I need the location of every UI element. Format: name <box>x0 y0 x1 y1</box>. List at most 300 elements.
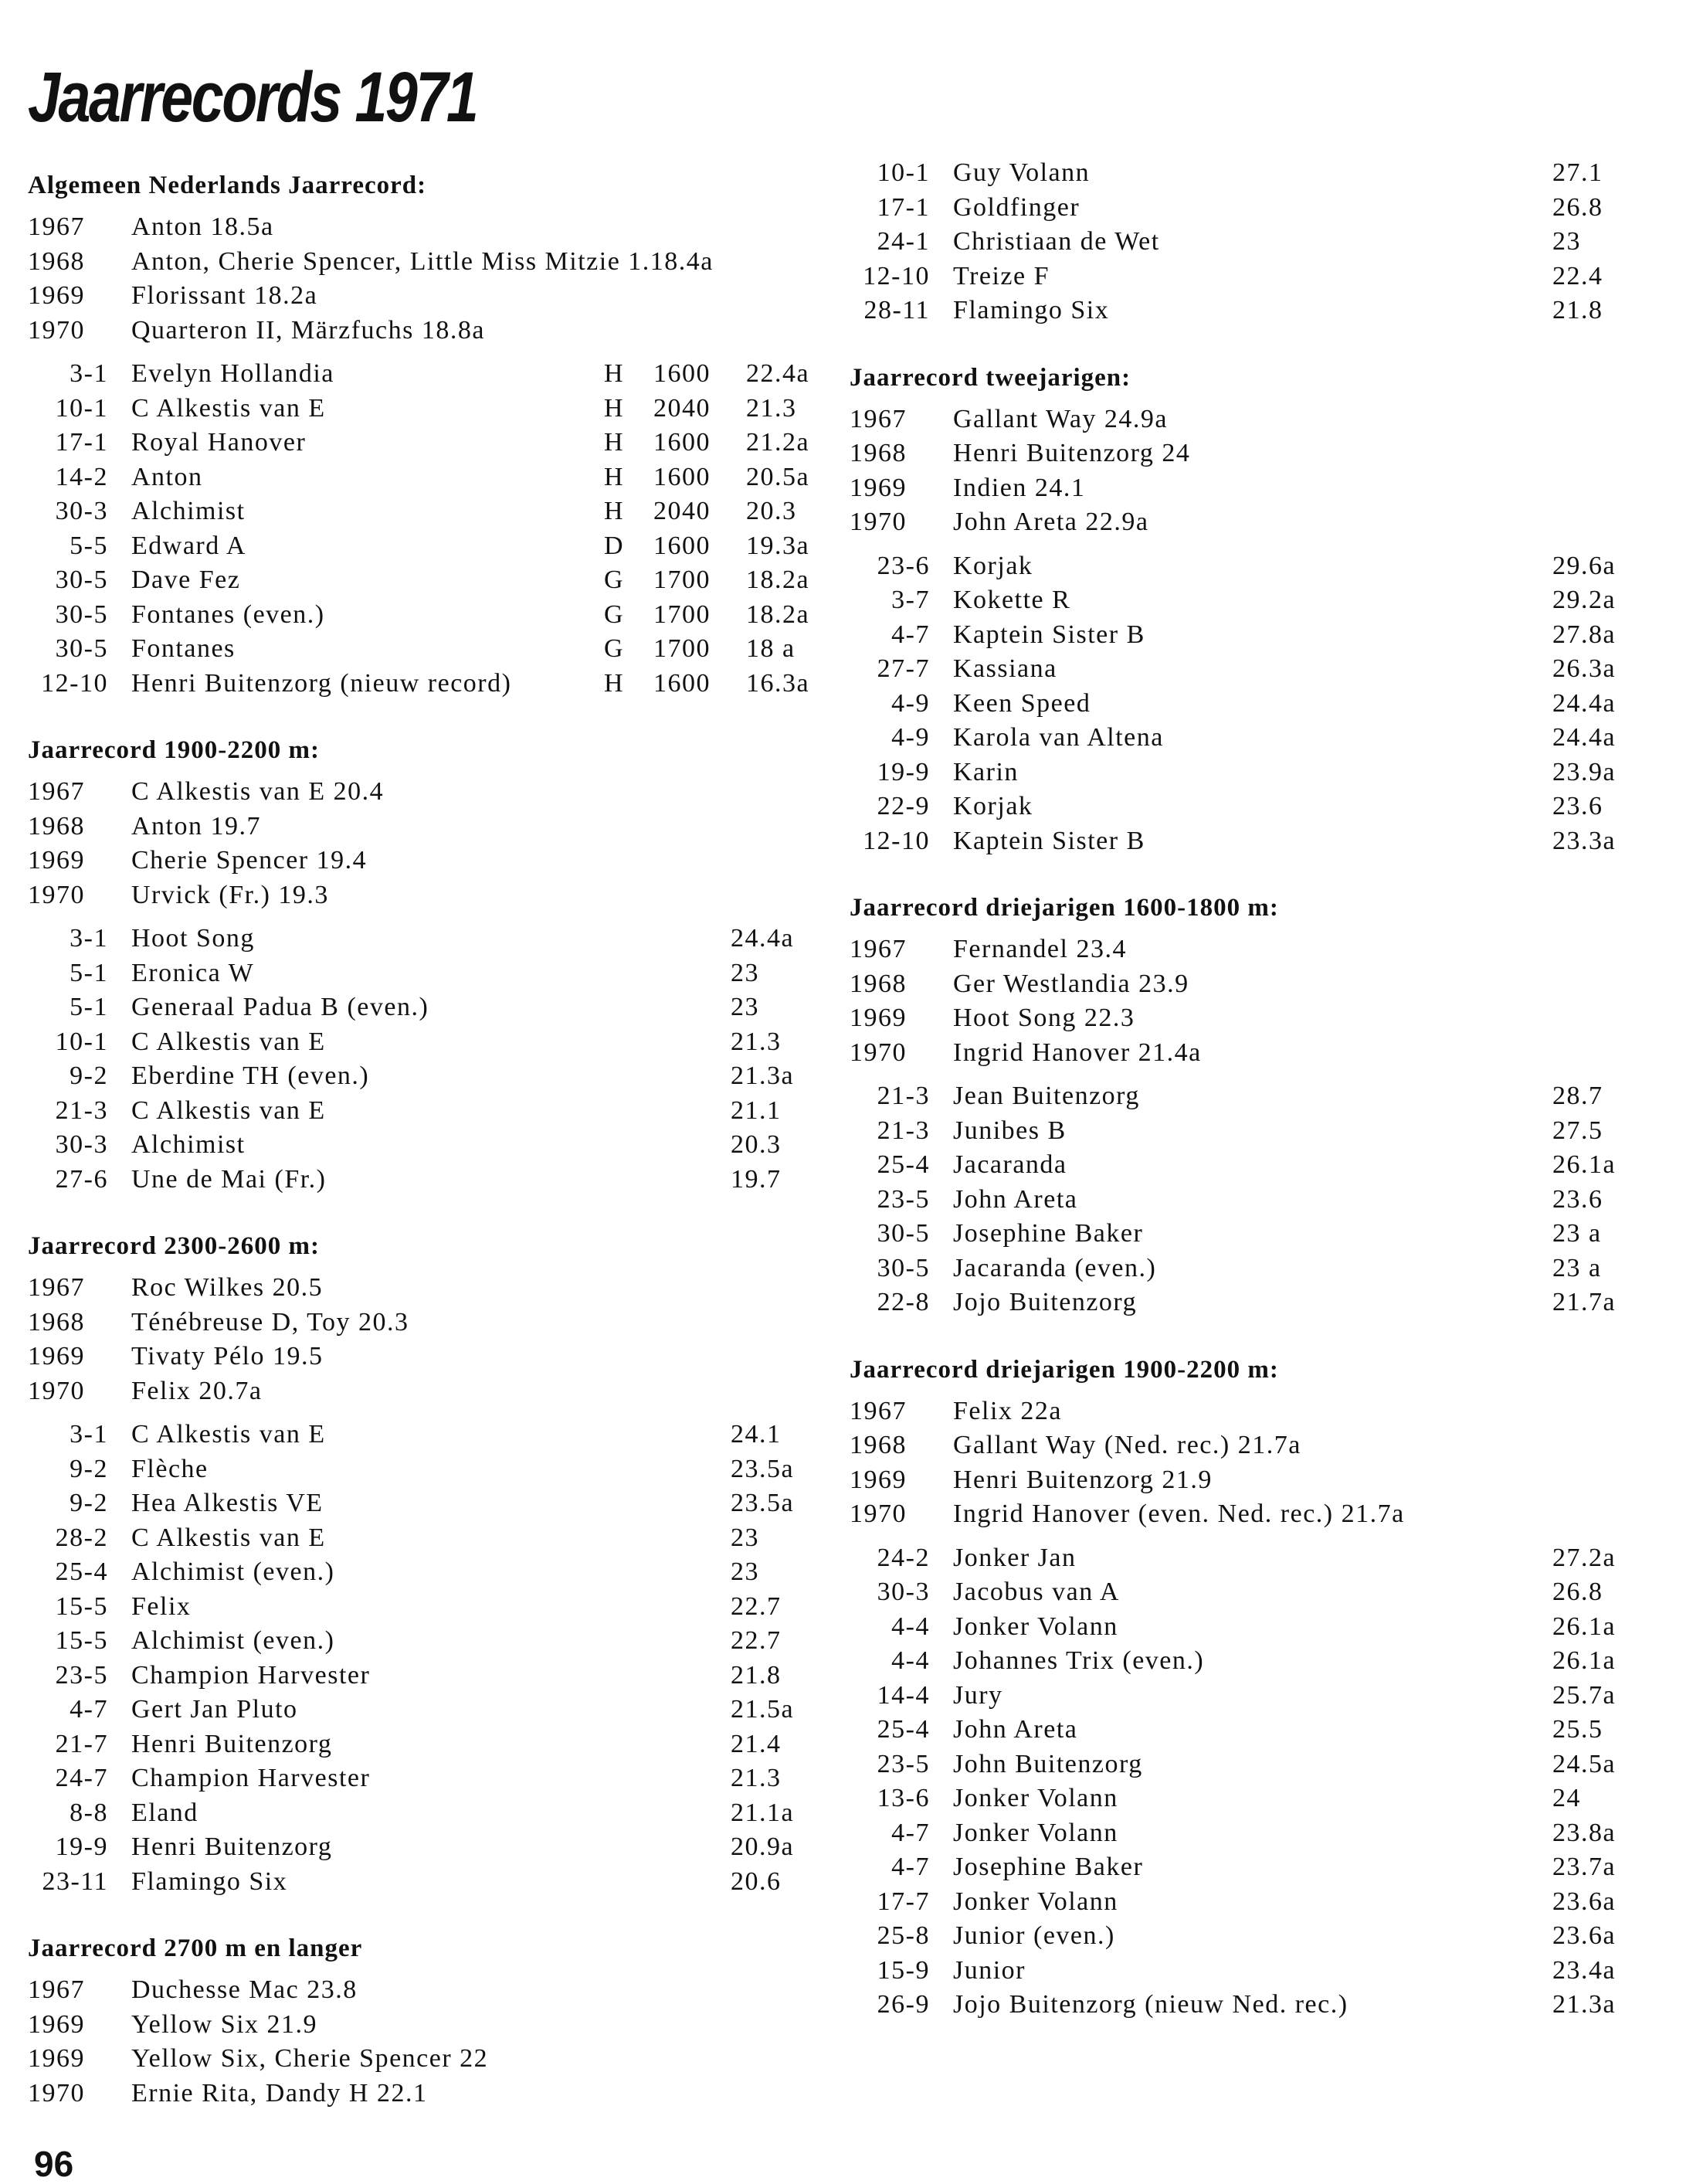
record-time: 20.3 <box>731 1130 782 1159</box>
history-year: 1968 <box>28 1307 85 1337</box>
history-list <box>28 1973 823 2111</box>
record-time: 23.6a <box>1552 1887 1616 1916</box>
history-row <box>850 1497 1645 1532</box>
history-year: 1968 <box>850 1431 907 1459</box>
record-time: 27.5 <box>1552 1116 1603 1145</box>
record-distance: 1700 <box>653 634 711 663</box>
record-distance: 1700 <box>653 599 711 629</box>
record-time: 25.5 <box>1552 1715 1603 1744</box>
record-time: 20.3 <box>746 497 797 525</box>
record-row <box>850 1816 1645 1851</box>
record-distance: 1700 <box>653 566 711 594</box>
history-year: 1969 <box>28 846 85 875</box>
page-title: Jaarrecords 1971 <box>28 58 477 137</box>
history-year: 1967 <box>28 777 85 806</box>
record-time: 20.5a <box>746 462 810 491</box>
record-row <box>28 494 823 529</box>
record-time: 24.4a <box>1552 688 1616 718</box>
record-section <box>28 733 823 1197</box>
record-date: 25-4 <box>877 1715 930 1744</box>
record-horse: Alchimist (even.) <box>131 1557 335 1586</box>
record-horse: C Alkestis van E <box>131 393 326 423</box>
record-time: 21.7a <box>1552 1288 1616 1316</box>
record-time: 21.8 <box>1552 296 1603 324</box>
history-list <box>850 932 1645 1070</box>
record-horse: Karin <box>953 757 1019 786</box>
record-row <box>28 1555 823 1590</box>
record-time: 23.7a <box>1552 1853 1616 1881</box>
record-row <box>28 1163 823 1197</box>
left-column <box>28 168 823 2143</box>
record-date: 10-1 <box>877 158 930 187</box>
history-row <box>28 2008 823 2043</box>
history-row <box>28 314 823 348</box>
record-time: 22.4 <box>1552 261 1603 290</box>
record-date: 30-5 <box>877 1253 930 1282</box>
history-text: Anton 18.5a <box>131 212 274 241</box>
record-time: 23.5a <box>731 1489 795 1517</box>
record-row <box>850 1679 1645 1714</box>
record-time: 21.1a <box>731 1798 795 1827</box>
record-time: 24.4a <box>731 924 795 953</box>
record-row <box>850 1252 1645 1286</box>
section-title: Jaarrecord 2700 m en langer <box>28 1934 363 1962</box>
history-text: Gallant Way (Ned. rec.) 21.7a <box>953 1431 1301 1459</box>
record-row <box>850 1782 1645 1816</box>
record-time: 29.6a <box>1552 551 1616 580</box>
record-horse: Generaal Padua B (even.) <box>131 993 429 1021</box>
record-date: 30-5 <box>55 634 108 663</box>
history-row <box>28 810 823 844</box>
history-year: 1969 <box>28 2044 85 2073</box>
record-row <box>850 721 1645 756</box>
history-row <box>28 245 823 280</box>
record-time: 24.1 <box>731 1420 782 1449</box>
history-text: Duchesse Mac 23.8 <box>131 1975 358 2004</box>
record-horse: Kaptein Sister B <box>953 826 1145 855</box>
record-time: 28.7 <box>1552 1082 1603 1110</box>
record-horse: Treize F <box>953 261 1050 290</box>
history-year: 1969 <box>28 1342 85 1371</box>
history-year: 1970 <box>850 1038 907 1067</box>
history-row <box>28 1306 823 1340</box>
record-horse: Junior (even.) <box>953 1921 1115 1950</box>
record-horse: Kassiana <box>953 654 1057 683</box>
history-row <box>28 1340 823 1374</box>
record-distance: 1600 <box>653 462 711 491</box>
history-text: C Alkestis van E 20.4 <box>131 777 385 806</box>
history-row <box>850 505 1645 540</box>
record-horse: Kaptein Sister B <box>953 620 1145 649</box>
history-year: 1968 <box>28 811 85 841</box>
record-date: 15-5 <box>55 1591 108 1621</box>
record-time: 21.1 <box>731 1095 782 1125</box>
record-time: 27.1 <box>1552 158 1603 187</box>
history-list <box>28 210 823 348</box>
history-text: Anton 19.7 <box>131 811 261 841</box>
record-horse: Edward A <box>131 531 246 560</box>
record-date: 21-3 <box>877 1082 930 1110</box>
record-row <box>28 667 823 701</box>
history-year: 1970 <box>28 315 85 345</box>
history-text: Quarteron II, Märzfuchs 18.8a <box>131 315 485 345</box>
record-horse: C Alkestis van E <box>131 1420 326 1449</box>
history-text: Ger Westlandia 23.9 <box>953 969 1189 998</box>
record-horse: Fontanes (even.) <box>131 599 325 629</box>
record-horse: John Buitenzorg <box>953 1749 1143 1778</box>
record-horse: Josephine Baker <box>953 1853 1144 1881</box>
record-time: 23 <box>731 993 759 1021</box>
record-horse: Henri Buitenzorg (nieuw record) <box>131 668 512 698</box>
record-horse: Korjak <box>953 551 1033 580</box>
record-horse: Champion Harvester <box>131 1764 371 1792</box>
record-date: 9-2 <box>70 1454 108 1483</box>
record-date: 30-5 <box>55 566 108 594</box>
history-list <box>850 1394 1645 1532</box>
record-date: 13-6 <box>877 1784 930 1812</box>
record-time: 21.3a <box>1552 1990 1616 2019</box>
record-time: 23.6 <box>1552 792 1603 820</box>
record-date: 4-4 <box>891 1612 930 1641</box>
history-text: Florissant 18.2a <box>131 281 318 310</box>
record-row <box>850 583 1645 618</box>
record-time: 23 <box>731 1557 759 1586</box>
record-time: 21.2a <box>746 428 810 457</box>
record-horse: C Alkestis van E <box>131 1027 326 1056</box>
history-text: Felix 20.7a <box>131 1376 263 1405</box>
record-date: 10-1 <box>55 1027 108 1056</box>
record-row <box>850 687 1645 722</box>
record-row <box>850 756 1645 790</box>
record-date: 5-1 <box>70 958 108 987</box>
record-horse: Une de Mai (Fr.) <box>131 1164 327 1194</box>
history-row <box>850 1394 1645 1429</box>
record-time: 22.7 <box>731 1626 782 1655</box>
record-time: 24.5a <box>1552 1749 1616 1778</box>
history-text: Tivaty Pélo 19.5 <box>131 1342 324 1371</box>
record-horse: Josephine Baker <box>953 1219 1144 1248</box>
record-time: 21.3 <box>731 1764 782 1792</box>
history-row <box>850 402 1645 437</box>
record-track: H <box>604 668 625 698</box>
record-date: 4-7 <box>891 1818 930 1847</box>
record-date: 12-10 <box>863 826 930 855</box>
continued-records <box>850 156 1645 328</box>
record-horse: Royal Hanover <box>131 428 307 457</box>
record-section <box>850 891 1645 1320</box>
history-row <box>28 878 823 913</box>
record-time: 23.5a <box>731 1454 795 1483</box>
record-section <box>850 1353 1645 2023</box>
section-title: Jaarrecord tweejarigen: <box>850 363 1131 392</box>
record-horse: Anton <box>131 462 203 491</box>
record-time: 23 a <box>1552 1253 1602 1282</box>
record-horse: Flèche <box>131 1454 209 1483</box>
section-title: Jaarrecord driejarigen 1600-1800 m: <box>850 894 1279 922</box>
record-horse: Karola van Altena <box>953 723 1164 752</box>
record-horse: Felix <box>131 1591 192 1621</box>
history-row <box>850 1036 1645 1071</box>
record-row <box>28 956 823 991</box>
record-date: 23-5 <box>55 1660 108 1690</box>
history-row <box>28 1374 823 1409</box>
record-horse: Eronica W <box>131 958 255 987</box>
right-column <box>850 156 1645 2055</box>
record-time: 18.2a <box>746 599 810 629</box>
record-horse: Eberdine TH (even.) <box>131 1061 370 1090</box>
record-horse: C Alkestis van E <box>131 1095 326 1125</box>
record-date: 15-5 <box>55 1626 108 1655</box>
record-row <box>850 1079 1645 1114</box>
history-row <box>850 436 1645 471</box>
record-time: 23.8a <box>1552 1818 1616 1847</box>
history-year: 1969 <box>850 1465 907 1494</box>
record-row <box>28 1693 823 1727</box>
record-horse: Korjak <box>953 792 1033 820</box>
record-date: 27-7 <box>877 654 930 683</box>
record-row <box>850 294 1645 328</box>
record-date: 9-2 <box>70 1061 108 1090</box>
record-horse: Eland <box>131 1798 198 1827</box>
record-horse: Jonker Volann <box>953 1887 1118 1916</box>
record-track: G <box>604 634 625 663</box>
record-date: 30-3 <box>55 1130 108 1159</box>
record-date: 3-1 <box>70 1420 108 1449</box>
history-year: 1970 <box>28 880 85 909</box>
records-list <box>850 549 1645 859</box>
record-time: 16.3a <box>746 668 810 698</box>
record-horse: Jojo Buitenzorg (nieuw Ned. rec.) <box>953 1990 1348 2019</box>
record-time: 19.3a <box>746 531 810 560</box>
record-time: 21.3 <box>746 393 797 423</box>
record-time: 26.8 <box>1552 192 1603 222</box>
record-track: D <box>604 531 625 560</box>
history-year: 1967 <box>850 1396 907 1425</box>
record-date: 14-2 <box>55 462 108 491</box>
record-date: 22-9 <box>877 792 930 820</box>
record-row <box>28 1796 823 1831</box>
record-row <box>850 652 1645 687</box>
history-text: Yellow Six 21.9 <box>131 2009 318 2039</box>
record-time: 22.7 <box>731 1591 782 1621</box>
history-text: Hoot Song 22.3 <box>953 1004 1135 1032</box>
record-horse: Henri Buitenzorg <box>131 1729 333 1758</box>
record-time: 26.8 <box>1552 1578 1603 1606</box>
record-time: 23 a <box>1552 1219 1602 1248</box>
record-row <box>28 990 823 1025</box>
history-text: Gallant Way 24.9a <box>953 404 1169 433</box>
record-horse: Alchimist <box>131 497 246 525</box>
record-date: 23-11 <box>42 1866 108 1896</box>
record-row <box>850 1610 1645 1645</box>
record-horse: Guy Volann <box>953 158 1091 187</box>
history-text: Felix 22a <box>953 1396 1062 1425</box>
record-row <box>28 1128 823 1163</box>
record-date: 8-8 <box>70 1798 108 1827</box>
record-row <box>28 632 823 667</box>
record-row <box>28 1865 823 1900</box>
history-row <box>850 471 1645 506</box>
record-row <box>850 225 1645 260</box>
record-time: 26.3a <box>1552 654 1616 683</box>
history-text: Ingrid Hanover (even. Ned. rec.) 21.7a <box>953 1500 1405 1528</box>
record-date: 27-6 <box>55 1164 108 1194</box>
record-time: 22.4a <box>746 359 810 388</box>
record-horse: Gert Jan Pluto <box>131 1695 298 1724</box>
record-horse: Goldfinger <box>953 192 1080 222</box>
record-date: 4-7 <box>891 1853 930 1881</box>
record-horse: Kokette R <box>953 586 1071 614</box>
history-row <box>28 1271 823 1306</box>
history-year: 1969 <box>28 281 85 310</box>
record-time: 26.1a <box>1552 1150 1616 1179</box>
section-title: Jaarrecord driejarigen 1900-2200 m: <box>850 1355 1279 1384</box>
record-time: 21.3a <box>731 1061 795 1090</box>
record-horse: Jonker Volann <box>953 1784 1118 1812</box>
record-time: 18 a <box>746 634 796 663</box>
records-list <box>28 922 823 1197</box>
record-row <box>850 1183 1645 1218</box>
history-year: 1968 <box>850 439 907 467</box>
record-date: 23-5 <box>877 1749 930 1778</box>
record-date: 17-1 <box>55 428 108 457</box>
history-text: Yellow Six, Cherie Spencer 22 <box>131 2044 489 2073</box>
record-time: 24.4a <box>1552 723 1616 752</box>
record-row <box>28 357 823 392</box>
section-title: Jaarrecord 1900-2200 m: <box>28 736 320 764</box>
history-year: 1968 <box>28 246 85 276</box>
record-row <box>850 1954 1645 1989</box>
history-text: Ernie Rita, Dandy H 22.1 <box>131 2078 428 2108</box>
record-horse: Christiaan de Wet <box>953 227 1160 256</box>
record-row <box>28 1624 823 1659</box>
record-row <box>28 392 823 426</box>
history-row <box>28 844 823 878</box>
record-date: 25-4 <box>877 1150 930 1179</box>
history-text: Indien 24.1 <box>953 473 1086 502</box>
history-year: 1970 <box>28 2078 85 2108</box>
record-horse: John Areta <box>953 1184 1078 1214</box>
record-date: 4-7 <box>70 1695 108 1724</box>
record-time: 21.4 <box>731 1729 782 1758</box>
history-list <box>28 1271 823 1408</box>
record-row <box>28 1452 823 1487</box>
record-distance: 1600 <box>653 428 711 457</box>
record-date: 25-4 <box>55 1557 108 1586</box>
record-track: H <box>604 393 625 423</box>
record-horse: Evelyn Hollandia <box>131 359 334 388</box>
record-row <box>850 1988 1645 2023</box>
record-horse: Jacaranda (even.) <box>953 1253 1157 1282</box>
record-row <box>28 1830 823 1865</box>
record-row <box>28 1486 823 1521</box>
history-text: Roc Wilkes 20.5 <box>131 1273 324 1302</box>
record-date: 9-2 <box>70 1489 108 1517</box>
record-date: 21-3 <box>877 1116 930 1145</box>
history-year: 1967 <box>28 1273 85 1302</box>
record-horse: Flamingo Six <box>131 1866 288 1896</box>
record-time: 23.6 <box>1552 1184 1603 1214</box>
history-row <box>850 932 1645 967</box>
record-section <box>850 361 1645 859</box>
record-row <box>850 191 1645 226</box>
record-date: 28-2 <box>55 1523 108 1552</box>
record-horse: Jonker Volann <box>953 1818 1118 1847</box>
record-date: 4-9 <box>891 723 930 752</box>
record-time: 25.7a <box>1552 1680 1616 1710</box>
record-track: G <box>604 599 625 629</box>
record-date: 30-3 <box>55 497 108 525</box>
history-year: 1967 <box>850 935 907 963</box>
record-date: 19-9 <box>877 757 930 786</box>
record-row <box>850 1148 1645 1183</box>
record-row <box>850 1850 1645 1885</box>
record-row <box>850 618 1645 653</box>
record-horse: Jacobus van A <box>953 1578 1120 1606</box>
history-text: Cherie Spencer 19.4 <box>131 846 368 875</box>
record-track: G <box>604 566 625 594</box>
record-date: 30-5 <box>55 599 108 629</box>
page-number: 96 <box>34 2144 74 2184</box>
record-horse: Jojo Buitenzorg <box>953 1288 1138 1316</box>
record-row <box>28 1590 823 1625</box>
history-year: 1967 <box>850 404 907 433</box>
history-row <box>28 2077 823 2111</box>
record-date: 4-4 <box>891 1646 930 1675</box>
record-time: 26.1a <box>1552 1646 1616 1675</box>
history-row <box>28 775 823 810</box>
record-row <box>28 460 823 495</box>
history-text: Ténébreuse D, Toy 20.3 <box>131 1307 409 1337</box>
record-row <box>28 529 823 564</box>
history-list <box>850 402 1645 540</box>
record-row <box>850 824 1645 859</box>
record-row <box>850 260 1645 294</box>
record-row <box>850 1713 1645 1748</box>
records-list <box>850 1541 1645 2023</box>
section-title: Algemeen Nederlands Jaarrecord: <box>28 172 427 199</box>
history-year: 1968 <box>850 969 907 998</box>
record-row <box>28 1094 823 1129</box>
record-date: 3-7 <box>891 586 930 614</box>
record-horse: Champion Harvester <box>131 1660 371 1690</box>
record-time: 21.3 <box>731 1027 782 1056</box>
record-time: 24 <box>1552 1784 1581 1812</box>
record-time: 20.6 <box>731 1866 782 1896</box>
record-time: 23 <box>1552 227 1581 256</box>
history-row <box>28 2042 823 2077</box>
record-horse: Flamingo Six <box>953 296 1110 324</box>
record-horse: Junior <box>953 1955 1026 1985</box>
record-row <box>850 1217 1645 1252</box>
history-row <box>28 1973 823 2008</box>
record-section <box>28 168 823 701</box>
record-track: H <box>604 462 625 491</box>
record-date: 19-9 <box>55 1832 108 1861</box>
record-track: H <box>604 359 625 388</box>
record-row <box>850 156 1645 191</box>
record-track: H <box>604 497 625 525</box>
record-row <box>850 1286 1645 1320</box>
history-row <box>850 967 1645 1002</box>
history-text: Urvick (Fr.) 19.3 <box>131 880 329 909</box>
record-horse: John Areta <box>953 1715 1078 1744</box>
history-year: 1967 <box>28 1975 85 2004</box>
record-date: 23-5 <box>877 1184 930 1214</box>
record-row <box>850 1541 1645 1576</box>
record-date: 24-1 <box>877 227 930 256</box>
history-row <box>850 1428 1645 1463</box>
